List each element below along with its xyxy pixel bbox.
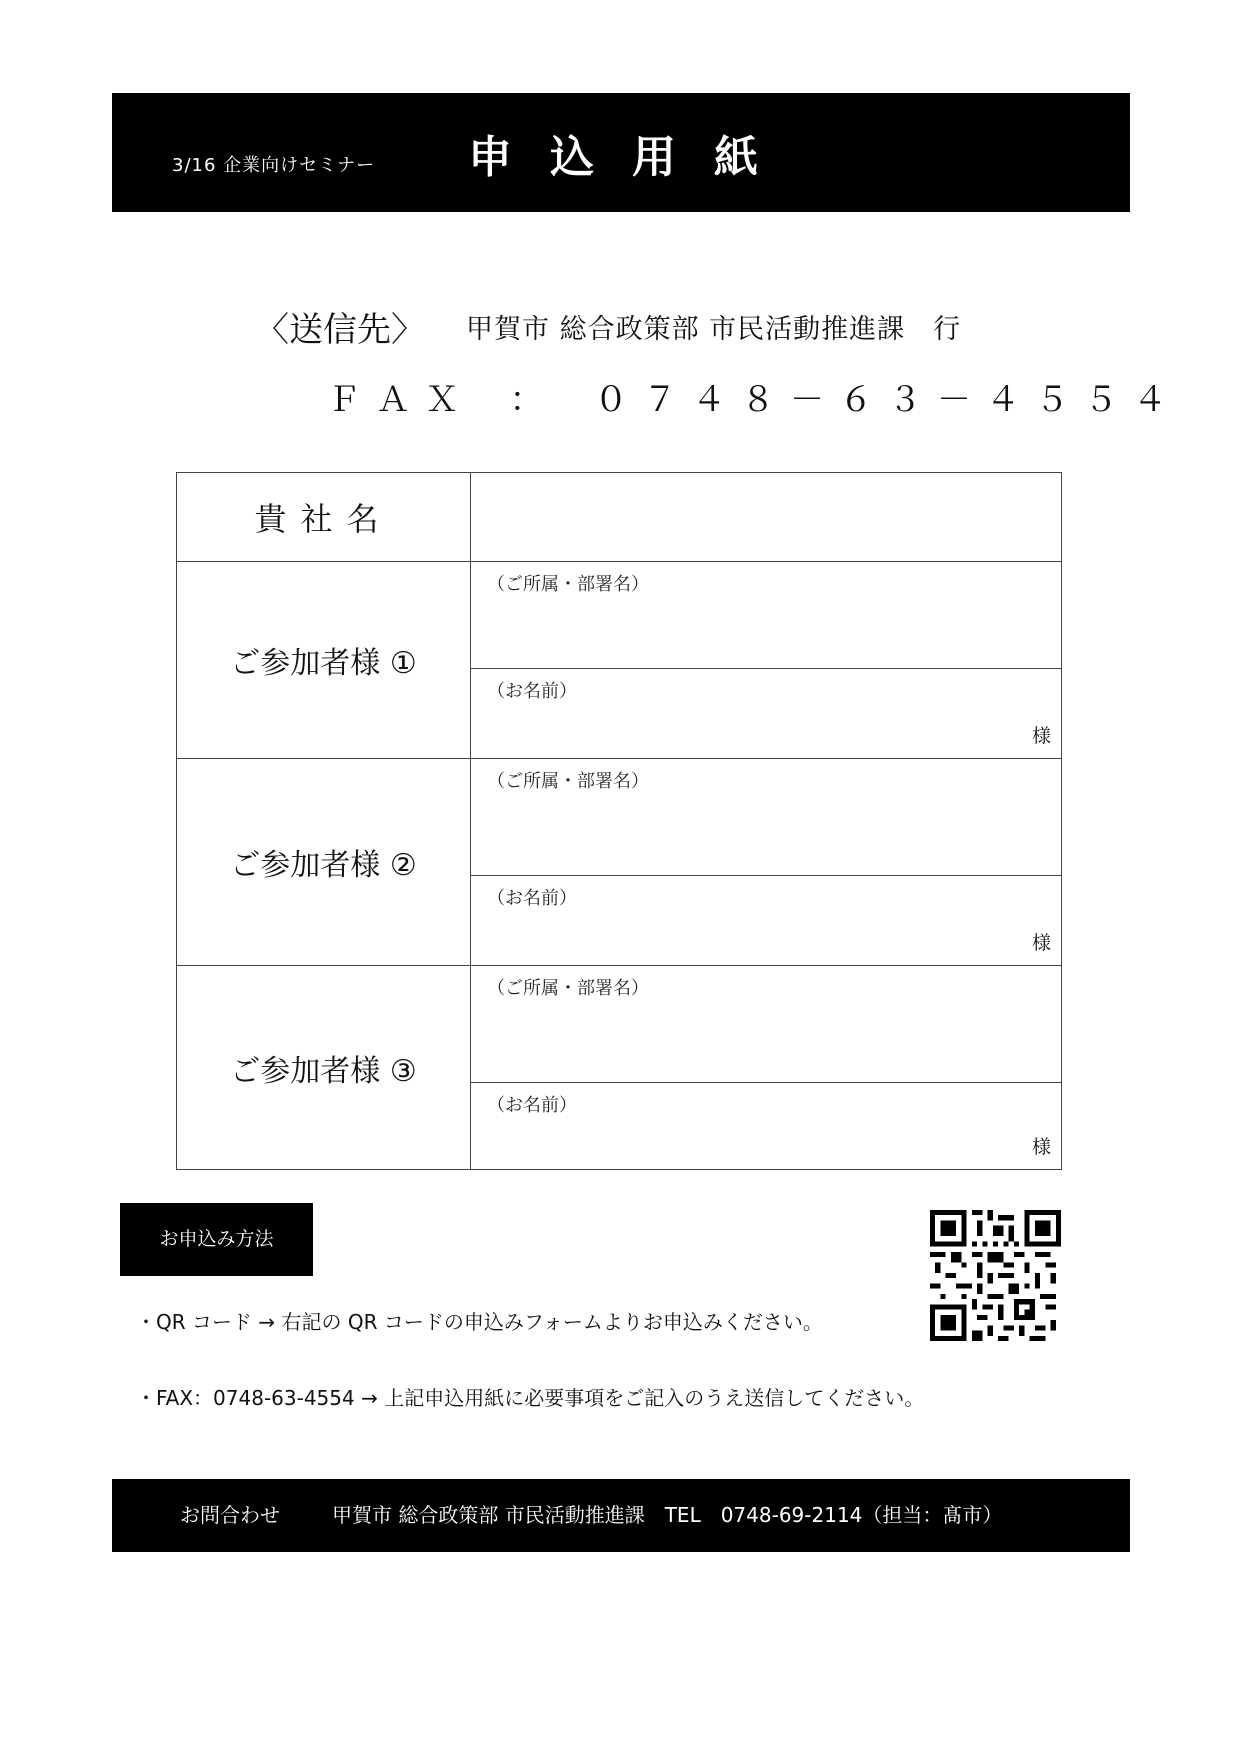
method-heading: お申込み方法 xyxy=(120,1203,313,1276)
honorific-sama: 様 xyxy=(1031,932,1051,954)
honorific-sama: 様 xyxy=(1031,725,1051,747)
participant-1-name-field[interactable] xyxy=(471,669,1062,759)
participant-3-label: ご参加者様 ③ xyxy=(177,966,471,1170)
name-hint: （お名前） xyxy=(487,1095,577,1116)
footer-bar xyxy=(112,1479,1130,1552)
participant-1-label: ご参加者様 ① xyxy=(177,562,471,759)
footer-label: お問合わせ xyxy=(180,1503,280,1527)
header-bar xyxy=(112,93,1130,212)
qr-method-text: ・QR コード → 右記の QR コードの申込みフォームよりお申込みください。 xyxy=(136,1310,823,1334)
honorific-sama: 様 xyxy=(1031,1136,1051,1158)
dept-hint: （ご所属・部署名） xyxy=(487,978,649,999)
qr-code-icon[interactable] xyxy=(930,1210,1061,1341)
application-form xyxy=(176,472,1062,1170)
name-hint: （お名前） xyxy=(487,888,577,909)
name-hint: （お名前） xyxy=(487,681,577,702)
participant-2-label: ご参加者様 ② xyxy=(177,759,471,966)
page-title: 申込用紙 xyxy=(468,132,796,183)
fax-number: ＦＡＸ ： ０７４８－６３－４５５４ xyxy=(327,380,1182,420)
seminar-subtitle: 3/16 企業向けセミナー xyxy=(172,155,376,176)
participant-3-name-field[interactable] xyxy=(471,1083,1062,1170)
fax-method-text: ・FAX：0748-63-4554 → 上記申込用紙に必要事項をご記入のうえ送信してください。 xyxy=(136,1386,925,1410)
footer-contact: 甲賀市 総合政策部 市民活動推進課 TEL 0748-69-2114（担当：髙市） xyxy=(332,1503,1003,1527)
dept-hint: （ご所属・部署名） xyxy=(487,771,649,792)
company-name-field[interactable] xyxy=(471,473,1062,562)
destination-value: 甲賀市 総合政策部 市民活動推進課 行 xyxy=(466,314,962,345)
participant-2-name-field[interactable] xyxy=(471,876,1062,966)
destination-label: 〈送信先〉 xyxy=(255,310,425,350)
dept-hint: （ご所属・部署名） xyxy=(487,574,649,595)
participant-2-dept-field[interactable] xyxy=(471,759,1062,876)
participant-3-dept-field[interactable] xyxy=(471,966,1062,1083)
participant-1-dept-field[interactable] xyxy=(471,562,1062,669)
company-name-label: 貴社名 xyxy=(177,473,471,562)
